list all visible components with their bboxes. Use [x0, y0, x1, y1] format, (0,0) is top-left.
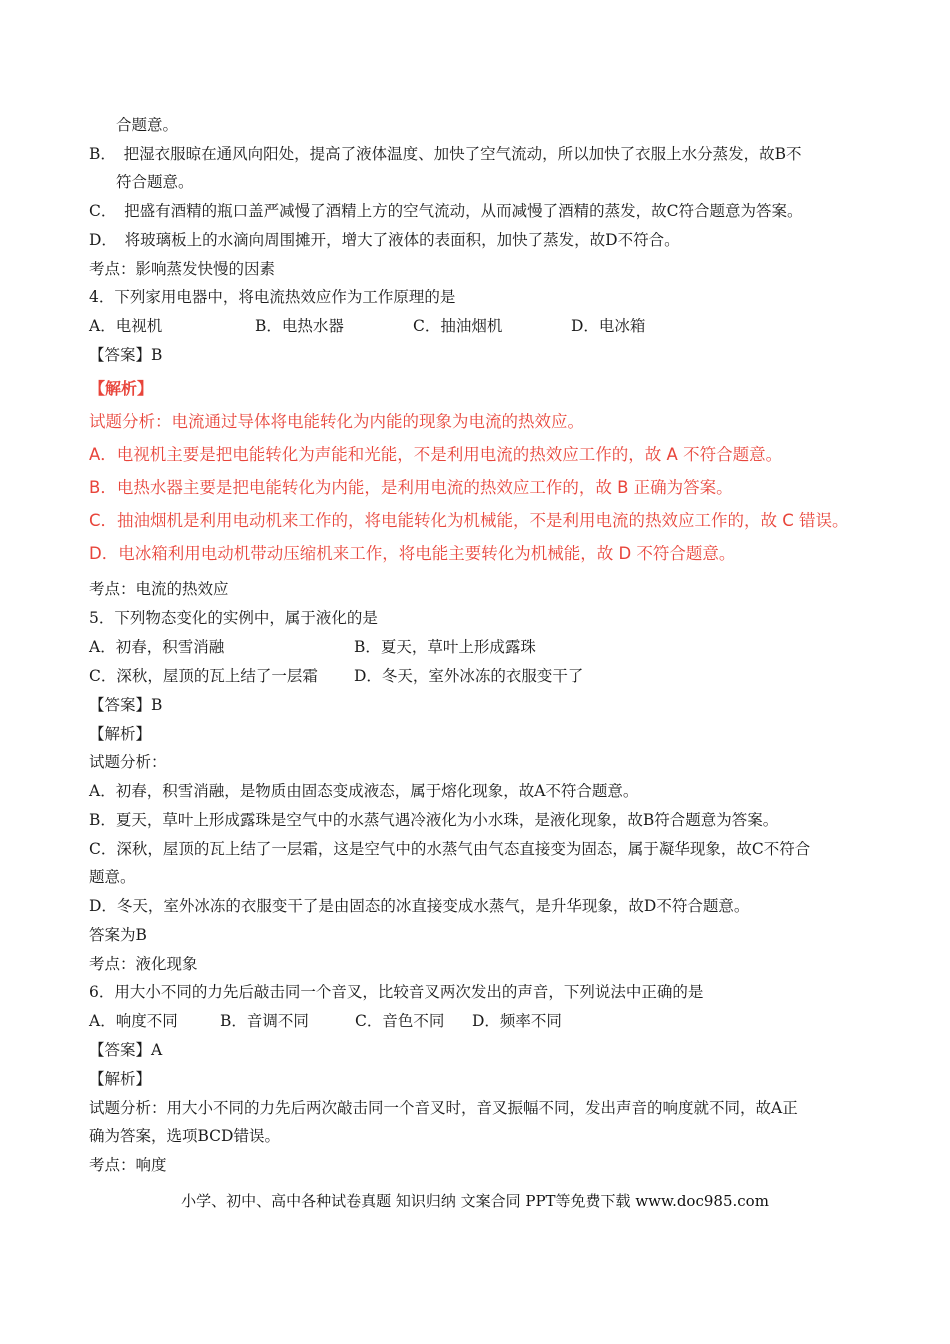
- question-5-options-row1: [89, 636, 536, 658]
- option-b: B．夏天，草叶上形成露珠: [354, 638, 536, 656]
- option-b: B．音调不同: [220, 1012, 309, 1030]
- option-d: D．电冰箱: [571, 317, 646, 335]
- option-d: D．频率不同: [472, 1012, 562, 1030]
- analysis-title-q6: 【解析】: [89, 1070, 152, 1088]
- question-5-stem: 5．下列物态变化的实例中，属于液化的是: [89, 609, 378, 627]
- text-line: 合题意。: [116, 116, 179, 134]
- analysis-line: 试题分析：电流通过导体将电能转化为内能的现象为电流的热效应。: [89, 412, 584, 431]
- analysis-title-q4: 【解析】: [89, 379, 154, 398]
- kaodian-q4: 考点：电流的热效应: [89, 580, 229, 598]
- text-line: B． 把湿衣服晾在通风向阳处，提高了液体温度、加快了空气流动，所以加快了衣服上水分蒸发，故B不: [89, 145, 802, 163]
- analysis-line: 确为答案，选项BCD错误。: [89, 1127, 280, 1145]
- analysis-line: 答案为B: [89, 926, 147, 944]
- page-footer: 小学、初中、高中各种试卷真题 知识归纳 文案合同 PPT等免费下载 www.doc985.com: [181, 1192, 769, 1210]
- option-d: D．冬天，室外冰冻的衣服变干了: [354, 667, 584, 685]
- analysis-line: D．冬天，室外冰冻的衣服变干了是由固态的冰直接变成水蒸气，是升华现象，故D不符合题意。: [89, 897, 750, 915]
- answer-q6: 【答案】A: [89, 1041, 163, 1059]
- option-a: A．响度不同: [89, 1012, 178, 1030]
- analysis-line: A．电视机主要是把电能转化为声能和光能，不是利用电流的热效应工作的，故 A 不符合题意。: [89, 445, 783, 464]
- option-a: A．电视机: [89, 317, 163, 335]
- analysis-line: A．初春，积雪消融，是物质由固态变成液态，属于熔化现象，故A不符合题意。: [89, 782, 639, 800]
- analysis-line: B．电热水器主要是把电能转化为内能，是利用电流的热效应工作的，故 B 正确为答案。: [89, 478, 733, 497]
- analysis-line: B．夏天，草叶上形成露珠是空气中的水蒸气遇冷液化为小水珠，是液化现象，故B符合题意为答案。: [89, 811, 779, 829]
- analysis-title-q5: 【解析】: [89, 725, 152, 743]
- option-c: C．抽油烟机: [413, 317, 503, 335]
- analysis-line: D．电冰箱利用电动机带动压缩机来工作，将电能主要转化为机械能，故 D 不符合题意。: [89, 544, 736, 563]
- kaodian-q3: 考点：影响蒸发快慢的因素: [89, 260, 276, 278]
- question-4-options: [89, 315, 645, 337]
- analysis-line: 试题分析：: [89, 753, 167, 771]
- question-5-options-row2: [89, 665, 583, 687]
- analysis-line: 题意。: [89, 868, 136, 886]
- analysis-line: 试题分析：用大小不同的力先后两次敲击同一个音叉时，音叉振幅不同，发出声音的响度就不同，故A正: [89, 1099, 798, 1117]
- option-c: C．音色不同: [355, 1012, 445, 1030]
- question-6-stem: 6．用大小不同的力先后敲击同一个音叉，比较音叉两次发出的声音，下列说法中正确的是: [89, 983, 704, 1001]
- kaodian-q5: 考点：液化现象: [89, 955, 198, 973]
- analysis-line: C．深秋，屋顶的瓦上结了一层霜，这是空气中的水蒸气由气态直接变为固态，属于凝华现象，故C不符合: [89, 840, 811, 858]
- answer-q4: 【答案】B: [89, 346, 163, 364]
- text-line: C． 把盛有酒精的瓶口盖严减慢了酒精上方的空气流动，从而减慢了酒精的蒸发，故C符合题意为答案。: [89, 202, 803, 220]
- kaodian-q6: 考点：响度: [89, 1156, 167, 1174]
- option-b: B．电热水器: [255, 317, 344, 335]
- answer-q5: 【答案】B: [89, 696, 163, 714]
- analysis-line: C．抽油烟机是利用电动机来工作的，将电能转化为机械能，不是利用电流的热效应工作的，故 C 错误。: [89, 511, 849, 530]
- question-6-options: [89, 1010, 562, 1032]
- text-line: 符合题意。: [116, 173, 194, 191]
- option-a: A．初春，积雪消融: [89, 638, 225, 656]
- text-line: D． 将玻璃板上的水滴向周围摊开，增大了液体的表面积，加快了蒸发，故D不符合。: [89, 231, 680, 249]
- option-c: C．深秋，屋顶的瓦上结了一层霜: [89, 667, 318, 685]
- question-4-stem: 4．下列家用电器中，将电流热效应作为工作原理的是: [89, 288, 456, 306]
